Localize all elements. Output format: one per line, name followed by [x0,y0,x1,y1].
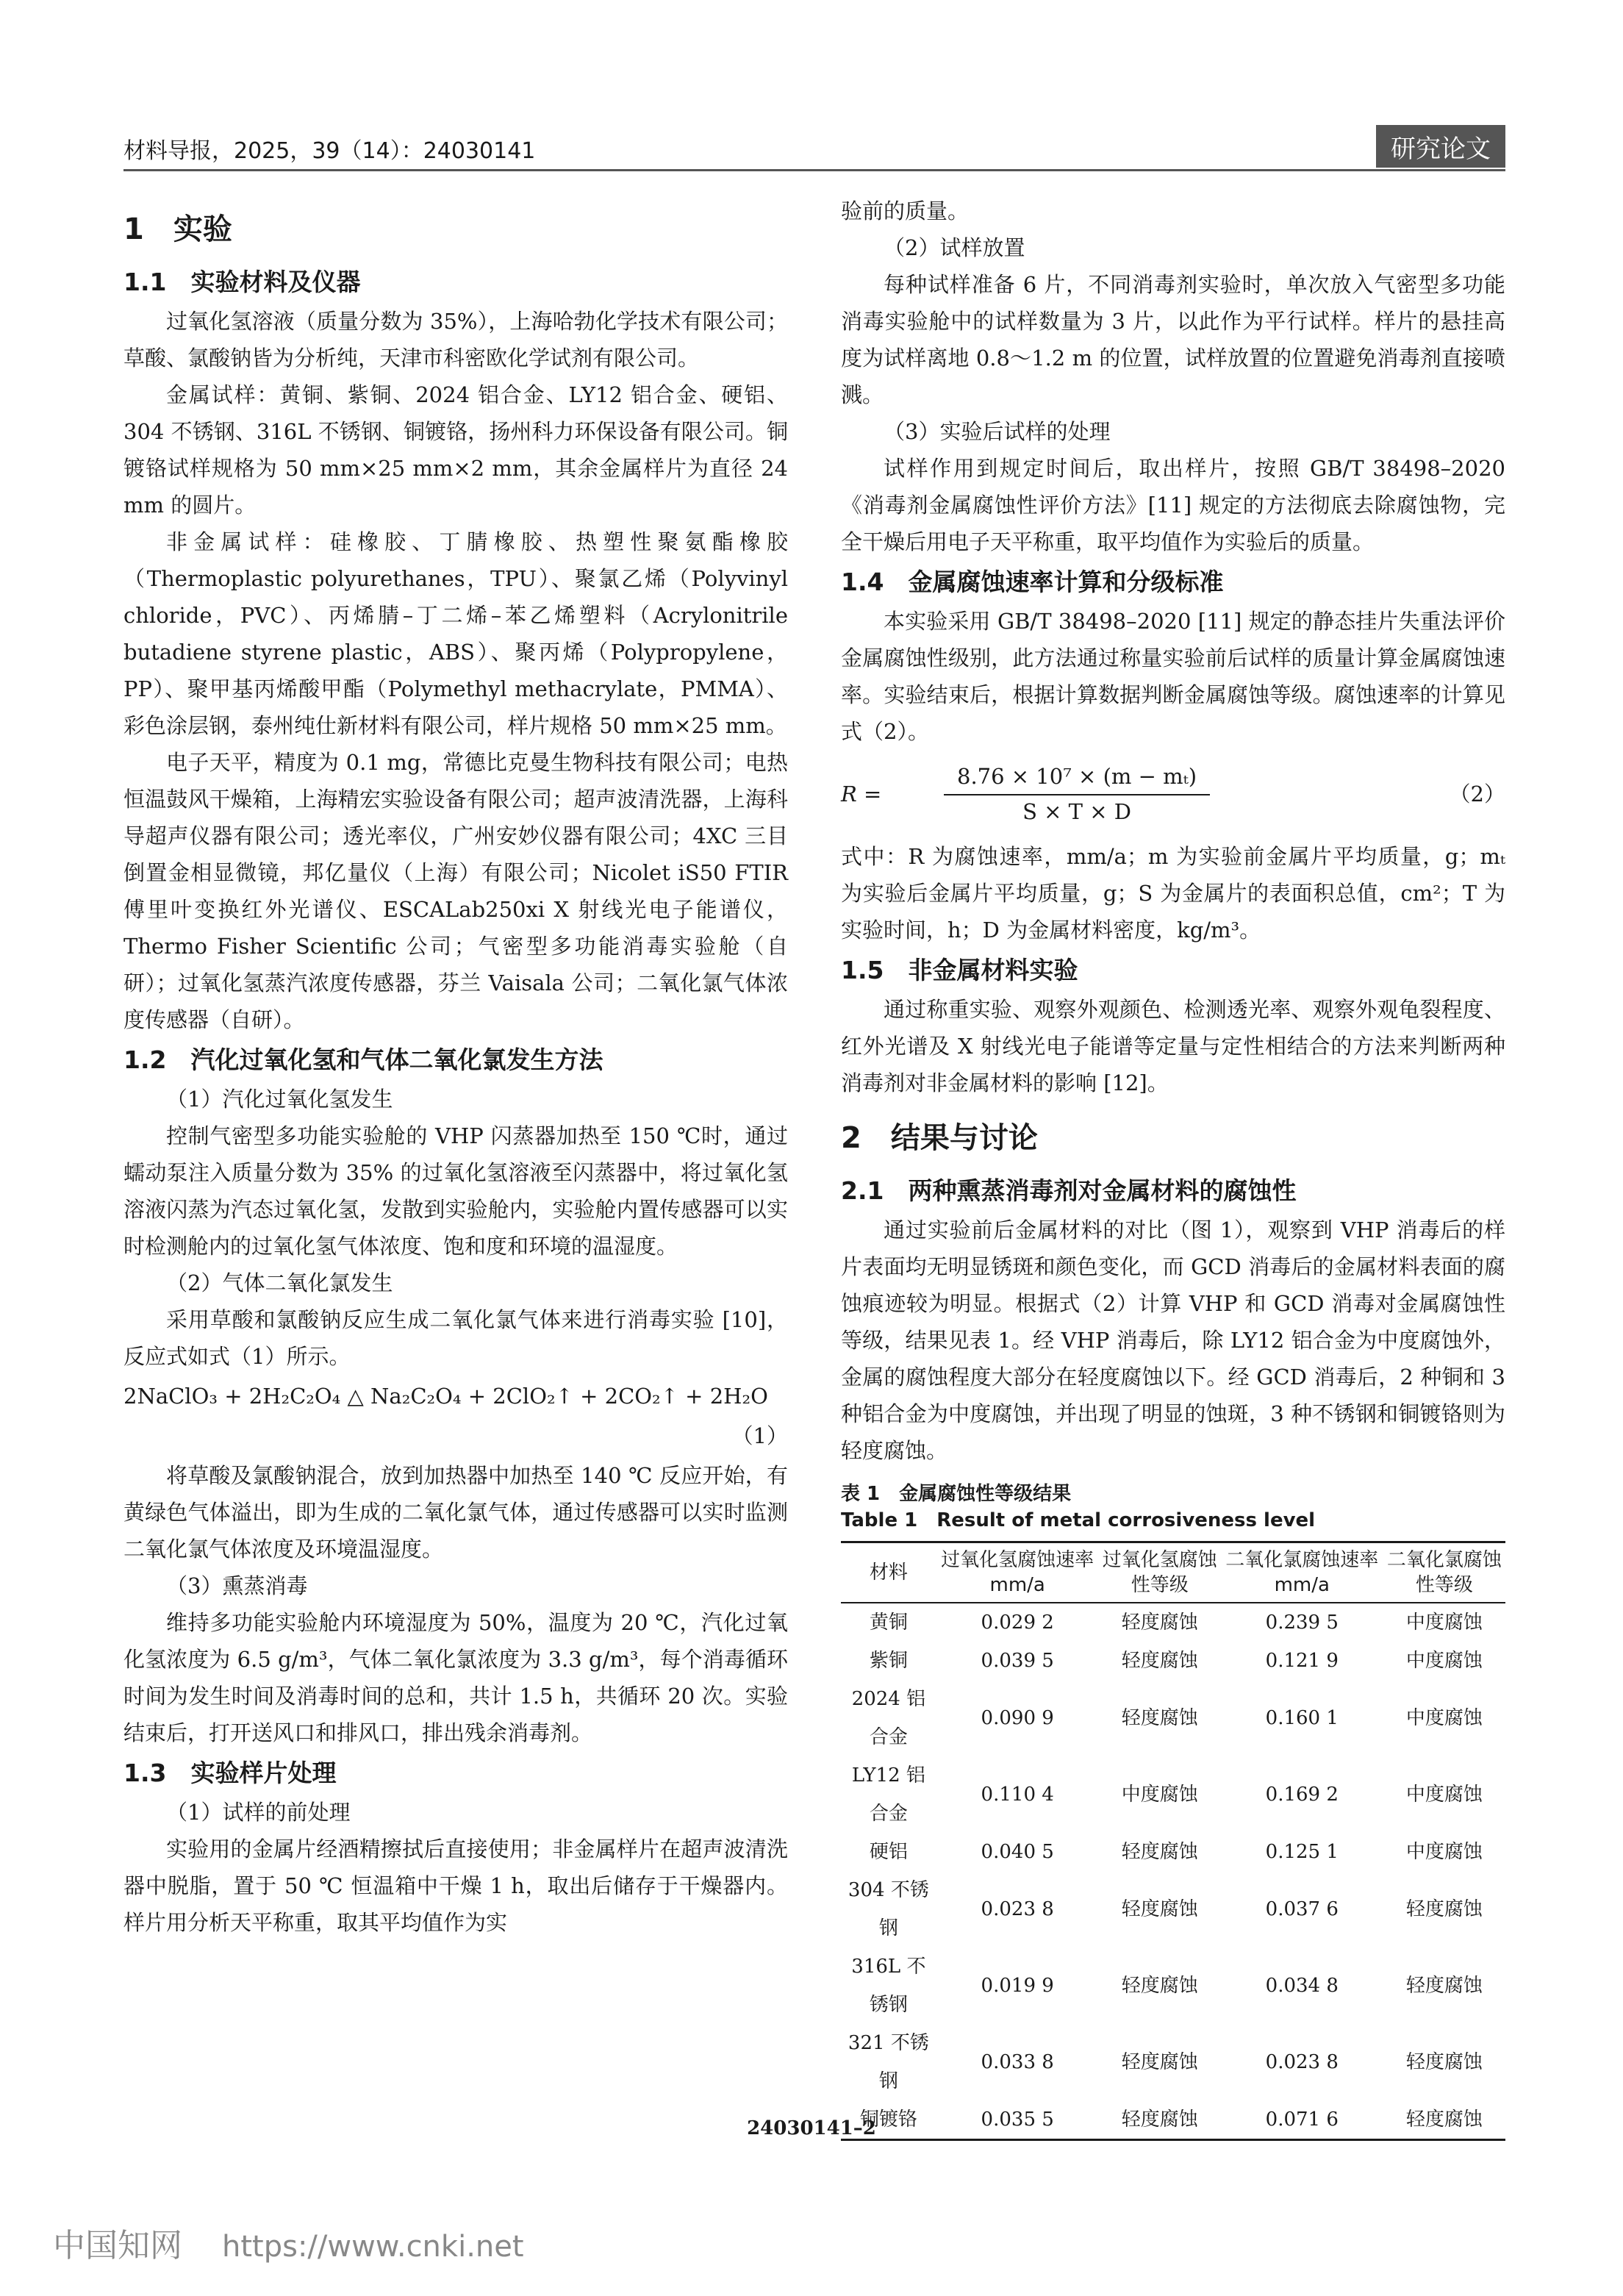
table-cell: 轻度腐蚀 [1405,2109,1483,2131]
subsection-heading: 1.5 非金属材料实验 [841,956,1078,984]
table-cell: 0.169 2 [1265,1784,1339,1806]
table-row [841,2024,1505,2100]
subheading: （3）实验后试样的处理 [884,419,1111,444]
formula-numerator: 8.76 × 10⁷ × (m − mₜ) [944,760,1210,795]
table-cell: 321 不锈钢 [848,2032,929,2092]
table-cell: 轻度腐蚀 [1121,2051,1198,2073]
table-cell: 轻度腐蚀 [1121,1898,1198,1920]
subheading: （3）熏蒸消毒 [166,1573,308,1598]
table-cell: 黄铜 [869,1612,908,1634]
paragraph: 试样作用到规定时间后，取出样片，按照 GB/T 38498–2020《消毒剂金属腐蚀性评价方法》[11] 规定的方法彻底去除腐蚀物，完全干燥后用电子天平称重，取平均值作为实验后的质量。 [841,456,1505,554]
table-cell: 轻度腐蚀 [1405,1898,1483,1920]
table-cell: 316L 不锈钢 [851,1956,926,2016]
table-cell: 304 不锈钢 [848,1879,929,1939]
subsection-heading: 1.4 金属腐蚀速率计算和分级标准 [841,568,1224,596]
table-cell: 中度腐蚀 [1405,1841,1483,1863]
paragraph: 控制气密型多功能实验舱的 VHP 闪蒸器加热至 150 ℃时，通过蠕动泵注入质量分数为 35% 的过氧化氢溶液至闪蒸器中，将过氧化氢溶液闪蒸为汽态过氧化氢，发散到实验舱内，实验舱内置传感器可以实时检测舱内的过氧化氢气体浓度、饱和度和环境的温湿度。 [123,1123,788,1259]
paragraph: 验前的质量。 [841,199,970,223]
table-row [841,1680,1505,1756]
table-cell: 中度腐蚀 [1405,1650,1483,1672]
left-column [123,193,788,1941]
table-cell: 0.023 8 [981,1898,1054,1920]
formula-denominator: S × T × D [1022,799,1132,824]
formula-fraction [944,760,1210,828]
subheading: （2）气体二氧化氯发生 [166,1270,393,1295]
paragraph: 通过称重实验、观察外观颜色、检测透光率、观察外观龟裂程度、红外光谱及 X 射线光电子能谱等定量与定性相结合的方法来判断两种消毒剂对非金属材料的影响 [12]。 [841,997,1505,1095]
right-column [841,193,1505,2141]
table-header-cell: 过氧化氢腐蚀速率 mm/a [941,1549,1094,1596]
section-heading: 2 结果与讨论 [841,1121,1038,1155]
paragraph: 维持多功能实验舱内环境湿度为 50%，温度为 20 ℃，汽化过氧化氢浓度为 6.5 g/m³，气体二氧化氯浓度为 3.3 g/m³，每个消毒循环时间为发生时间及消毒时间的总和，共计 1.5 h，共循环 20 次。实验结束后，打开送风口和排风口，排出残余消毒剂。 [123,1610,788,1745]
table-cell: 中度腐蚀 [1405,1612,1483,1634]
equation-number: （1） [731,1423,788,1448]
table-cell: 轻度腐蚀 [1405,2051,1483,2073]
table-cell: 0.019 9 [981,1975,1054,1997]
equation-number: （2） [1449,782,1505,807]
table-cell: 轻度腐蚀 [1121,1612,1198,1634]
paragraph: 采用草酸和氯酸钠反应生成二氧化氯气体来进行消毒实验 [10]，反应式如式（1）所示。 [123,1307,788,1369]
table-row [841,1871,1505,1948]
table-cell: 0.121 9 [1265,1650,1339,1672]
table-cell: 轻度腐蚀 [1121,1707,1198,1729]
subsection-heading: 2.1 两种熏蒸消毒剂对金属材料的腐蚀性 [841,1176,1297,1205]
table-cell: 铜镀铬 [859,2109,917,2131]
watermark-url[interactable]: https://www.cnki.net [222,2230,524,2264]
table-cell: 0.034 8 [1265,1975,1339,1997]
paragraph: 非金属试样：硅橡胶、丁腈橡胶、热塑性聚氨酯橡胶（Thermoplastic polyurethanes，TPU）、聚氯乙烯（Polyvinyl chloride，PVC）、丙烯腈–丁二烯–苯乙烯塑料（Acrylonitrile butadiene styrene plastic，ABS）、聚丙烯（Polypropylene，PP）、聚甲基丙烯酸甲酯（Polymethyl methacrylate，PMMA）、彩色涂层钢，泰州纯仕新材料有限公司，样片规格 50 mm×25 mm。 [123,529,788,738]
page-number: 24030141–2 [747,2117,876,2139]
table-row [841,1756,1505,1833]
watermark-site: 中国知网 [53,2227,182,2264]
table-cell: 0.160 1 [1265,1707,1339,1729]
table-cell: 0.035 5 [981,2109,1054,2131]
equation-2 [841,760,1505,828]
table-cell: 0.023 8 [1265,2051,1339,2073]
table-header-cell: 过氧化氢腐蚀性等级 [1102,1549,1217,1596]
journal-header: 材料导报，2025，39（14）：24030141 [123,138,536,164]
table-row [841,1642,1505,1680]
paragraph: 实验用的金属片经酒精擦拭后直接使用；非金属样片在超声波清洗器中脱脂，置于 50 ℃ 恒温箱中干燥 1 h，取出后储存于干燥器内。样片用分析天平称重，取其平均值作为实 [123,1837,788,1935]
table-header-cell: 二氧化氯腐蚀性等级 [1386,1549,1502,1596]
paragraph: 将草酸及氯酸钠混合，放到加热器中加热至 140 ℃ 反应开始，有黄绿色气体溢出，即为生成的二氧化氯气体，通过传感器可以实时监测二氧化氯气体浓度及环境温湿度。 [123,1463,788,1562]
table-cell: 0.071 6 [1265,2109,1339,2131]
table-row [841,1603,1505,1642]
paragraph: 通过实验前后金属材料的对比（图 1），观察到 VHP 消毒后的样片表面均无明显锈斑和颜色变化，而 GCD 消毒后的金属材料表面的腐蚀痕迹较为明显。根据式（2）计算 VHP 和 GCD 消毒对金属腐蚀性等级，结果见表 1。经 VHP 消毒后，除 LY12 铝合金为中度腐蚀外，金属的腐蚀程度大部分在轻度腐蚀以下。经 GCD 消毒后，2 种铜和 3 种铝合金为中度腐蚀，并出现了明显的蚀斑，3 种不锈钢和铜镀铬则为轻度腐蚀。 [841,1217,1505,1463]
table-cell: 0.239 5 [1265,1612,1339,1634]
table-header-row [841,1542,1505,1603]
table-cell: 轻度腐蚀 [1121,1841,1198,1863]
table-cell: LY12 铝合金 [851,1764,925,1825]
table-row [841,1948,1505,2024]
subheading: （1）试样的前处理 [166,1800,351,1825]
table-cell: 0.125 1 [1265,1841,1339,1863]
header-rule [123,169,1505,171]
table-cell: 中度腐蚀 [1405,1784,1483,1806]
subsection-heading: 1.3 实验样片处理 [123,1759,337,1787]
table-body [841,1603,1505,2140]
table-caption-en: Table 1 Result of metal corrosiveness level [841,1509,1316,1531]
table-cell: 轻度腐蚀 [1121,1975,1198,1997]
paragraph: 本实验采用 GB/T 38498–2020 [11] 规定的静态挂片失重法评价金属腐蚀性级别，此方法通过称量实验前后试样的质量计算金属腐蚀速率。实验结束后，根据计算数据判断金属腐蚀等级。腐蚀速率的计算见式（2）。 [841,609,1505,744]
subsection-heading: 1.2 汽化过氧化氢和气体二氧化氯发生方法 [123,1045,603,1074]
table-cell: 中度腐蚀 [1121,1784,1198,1806]
subsection-heading: 1.1 实验材料及仪器 [123,268,361,296]
paragraph: 每种试样准备 6 片，不同消毒剂实验时，单次放入气密型多功能消毒实验舱中的试样数量为 3 片，以此作为平行试样。样片的悬挂高度为试样离地 0.8～1.2 m 的位置，试样放置的位置避免消毒剂直接喷溅。 [841,272,1505,407]
table-cell: 0.029 2 [981,1612,1054,1634]
table-caption-cn: 表 1 金属腐蚀性等级结果 [841,1483,1072,1505]
table-cell: 轻度腐蚀 [1121,1650,1198,1672]
table-cell: 0.037 6 [1265,1898,1339,1920]
paragraph: 过氧化氢溶液（质量分数为 35%），上海哈勃化学技术有限公司；草酸、氯酸钠皆为分析纯，天津市科密欧化学试剂有限公司。 [123,309,788,371]
formula-lhs: R = [841,782,882,807]
table-cell: 中度腐蚀 [1405,1707,1483,1729]
equation-1: 2NaClO₃ + 2H₂C₂O₄ △ Na₂C₂O₄ + 2ClO₂↑ + 2CO₂↑ + 2H₂O [123,1384,768,1409]
table-cell: 0.039 5 [981,1650,1054,1672]
subheading: （1）汽化过氧化氢发生 [166,1087,393,1112]
subheading: （2）试样放置 [884,235,1025,260]
paragraph: 金属试样：黄铜、紫铜、2024 铝合金、LY12 铝合金、硬铝、304 不锈钢、316L 不锈钢、铜镀铬，扬州科力环保设备有限公司。铜镀铬试样规格为 50 mm×25 mm×2 mm，其余金属样片为直径 24 mm 的圆片。 [123,382,788,518]
paragraph: 式中：R 为腐蚀速率，mm/a；m 为实验前金属片平均质量，g；mₜ 为实验后金属片平均质量，g；S 为金属片的表面积总值，cm²；T 为实验时间，h；D 为金属材料密度，kg/m³。 [841,844,1505,943]
table-cell: 0.110 4 [981,1784,1054,1806]
table-cell: 轻度腐蚀 [1121,2109,1198,2131]
table-cell: 0.040 5 [981,1841,1054,1863]
table-cell: 0.090 9 [981,1707,1054,1729]
table-cell: 2024 铝合金 [851,1688,926,1748]
section-heading: 1 实验 [123,212,232,246]
article-type-tag: 研究论文 [1376,125,1505,168]
table-row [841,1833,1505,1871]
table-cell: 紫铜 [869,1650,908,1672]
table-cell: 硬铝 [869,1841,908,1863]
table-header-cell: 二氧化氯腐蚀速率 mm/a [1225,1549,1379,1596]
table-cell: 轻度腐蚀 [1405,1975,1483,1997]
table-cell: 0.033 8 [981,2051,1054,2073]
paragraph: 电子天平，精度为 0.1 mg，常德比克曼生物科技有限公司；电热恒温鼓风干燥箱，上海精宏实验设备有限公司；超声波清洗器，上海科导超声仪器有限公司；透光率仪，广州安妙仪器有限公司；4XC 三目倒置金相显微镜，邦亿量仪（上海）有限公司；Nicolet iS50 FTIR 傅里叶变换红外光谱仪、ESCALab250xi X 射线光电子能谱仪，Thermo Fisher Scientific 公司；气密型多功能消毒实验舱（自研）；过氧化氢蒸汽浓度传感器，芬兰 Vaisala 公司；二氧化氯气体浓度传感器（自研）。 [123,750,788,1032]
cnki-watermark [53,2219,524,2266]
table-header-cell: 材料 [869,1562,908,1584]
corrosion-table [841,1541,1505,2141]
